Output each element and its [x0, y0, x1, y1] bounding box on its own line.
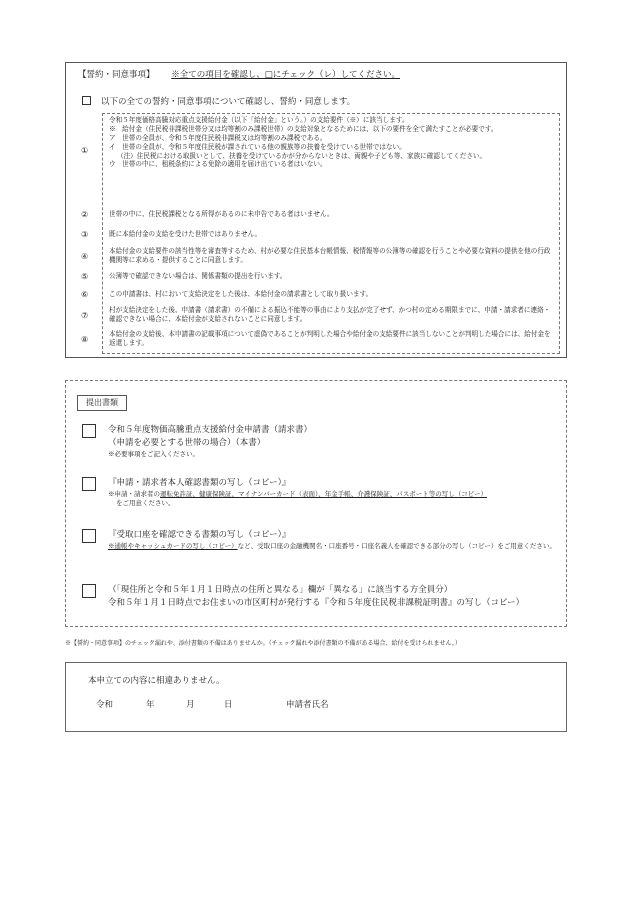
pledge-items-box	[81, 113, 560, 354]
item-number: ④	[81, 252, 89, 261]
note-prefix: ※申請・請求者の	[108, 489, 160, 498]
item-note: ※ 給付金（住民税非課税世帯分又は均等割のみ課税世帯）の支給対象となるためには、以下の要件を全て満たすことが必要です。	[109, 124, 498, 133]
document-note	[108, 542, 562, 551]
item-number: ①	[81, 146, 89, 155]
pledge-item-5	[81, 272, 559, 281]
documents-label: 提出書類	[77, 395, 127, 411]
item-text: 村が支給決定をした後、申請書（請求書）の不備による振込不能等の事由により支払が完了せず、かつ村の定める期限までに、申請・請求者に連絡・確認できない場合に、本給付金が支給されないことに同意します。	[109, 306, 551, 323]
document-note: ※必要事項をご記入ください。	[108, 449, 199, 458]
note-suffix: など、受取口座の金融機関名・口座番号・口座名義人を確認できる部分の写し（コピー）をご用意ください。	[237, 541, 556, 550]
footnote: ※【誓約・同意事項】のチェック漏れや、添付書類の不備はありませんか。（チェック漏れや添付書類の不備がある場合、給付を受けられません。）	[65, 640, 461, 647]
note-underlined: 運転免許証、健康保険証、マイナンバーカード（表面）、年金手帳、介護保険証、パスポート等の写し（コピー）	[160, 489, 487, 498]
item-text: 本給付金の支給要件の該当性等を審査等するため、村が必要な住民基本台帳情報、税情報等の公簿等の確認を行うことや必要な資料の提供を他の行政機関等に求める・提供することに同意します。	[109, 247, 551, 264]
document-title: （「現住所と令和５年１月１日時点の住所と異なる」欄が「異なる」に該当する方全員分）	[108, 585, 453, 595]
pledge-item-2	[81, 210, 559, 219]
pledge-header-label: 【誓約・同意事項】	[78, 70, 155, 80]
pledge-item-3	[81, 230, 559, 239]
pledge-item-7	[81, 306, 559, 324]
document-title: 『申請・請求者本人確認書類の写し（コピー）』	[108, 478, 291, 488]
document-checkbox-4[interactable]	[82, 584, 96, 598]
agree-all-row	[82, 96, 355, 108]
document-checkbox-1[interactable]	[82, 424, 96, 438]
item-text: この申請書は、村において支給決定をした後は、本給付金の請求書として取り扱います。	[109, 290, 373, 298]
item-number: ②	[81, 210, 89, 219]
era-label: 令和	[96, 700, 114, 710]
document-note	[108, 490, 562, 508]
item-number: ③	[81, 230, 89, 239]
pledge-header	[78, 70, 400, 81]
documents-section	[65, 380, 567, 627]
item-text: 既に本給付金の支給を受けた世帯ではありません。	[109, 230, 262, 238]
pledge-item-4	[81, 247, 559, 265]
day-label: 日	[224, 700, 233, 710]
item-condition-c: ウ 世帯の中に、租税条約による免除の適用を届け出ている者はいない。	[109, 160, 327, 169]
month-label: 月	[186, 700, 195, 710]
year-label: 年	[146, 700, 155, 710]
pledge-section	[65, 62, 567, 358]
item-text: 公簿等で確認できない場合は、関係書類の提出を行います。	[109, 272, 287, 280]
agree-all-label: 以下の全ての誓約・同意事項について確認し、誓約・同意します。	[101, 97, 356, 107]
note-underlined: ※通帳やキャッシュカードの写し（コピー）	[108, 541, 238, 550]
document-title: 『受取口座を確認できる書類の写し（コピー）』	[108, 530, 291, 540]
note-suffix: をご用意ください。	[116, 498, 175, 507]
item-number: ⑦	[81, 311, 89, 320]
pledge-item-8	[81, 330, 559, 348]
pledge-item-6	[81, 290, 559, 299]
pledge-instruction: ※全ての項目を確認し、□にチェック（レ）してください。	[171, 70, 400, 80]
item-condition-a: ア 世帯の全員が、令和５年度住民税非課税又は均等割のみ課税である。	[109, 133, 327, 142]
document-checkbox-2[interactable]	[82, 477, 96, 491]
item-text: 本給付金の支給後、本申請書の記載事項について虚偽であることが判明した場合や給付金の支給要件に該当しないことが判明した場合には、給付金を返還します。	[109, 330, 551, 347]
document-subtitle: 令和５年１月１日時点でお住まいの市区町村が発行する『令和５年度住民税非課税証明書』の写し（コピー）	[108, 597, 525, 608]
item-condition-b: イ 世帯の全員が、令和５年度住民税が課されている他の親族等の扶養を受けている世帯ではない。	[109, 142, 406, 151]
confirmation-statement: 本申立ての内容に相違ありません。	[88, 676, 225, 686]
confirmation-section	[65, 662, 567, 732]
pledge-item-1	[81, 116, 559, 169]
item-number: ⑧	[81, 335, 89, 344]
item-caution: （注）住民税における取扱いとして、扶養を受けているかが分からないときは、両親や子ども等、家族に確認してください。	[117, 151, 487, 160]
document-title: 令和５年度物価高騰重点支援給付金申請書（請求書）	[108, 425, 313, 435]
document-checkbox-3[interactable]	[82, 529, 96, 543]
item-text: 令和５年度価格高騰対応重点支援給付金（以下「給付金」という。）の支給要件（※）に該当します。	[109, 116, 409, 124]
agree-all-checkbox[interactable]	[82, 96, 91, 105]
item-text: 世帯の中に、住民税課税となる所得があるのに未申告である者はいません。	[109, 210, 334, 218]
item-number: ⑥	[81, 290, 89, 299]
document-subtitle: （申請を必要とする世帯の場合）（本書）	[108, 437, 266, 448]
applicant-name-label: 申請者氏名	[286, 700, 329, 710]
item-number: ⑤	[81, 272, 89, 281]
